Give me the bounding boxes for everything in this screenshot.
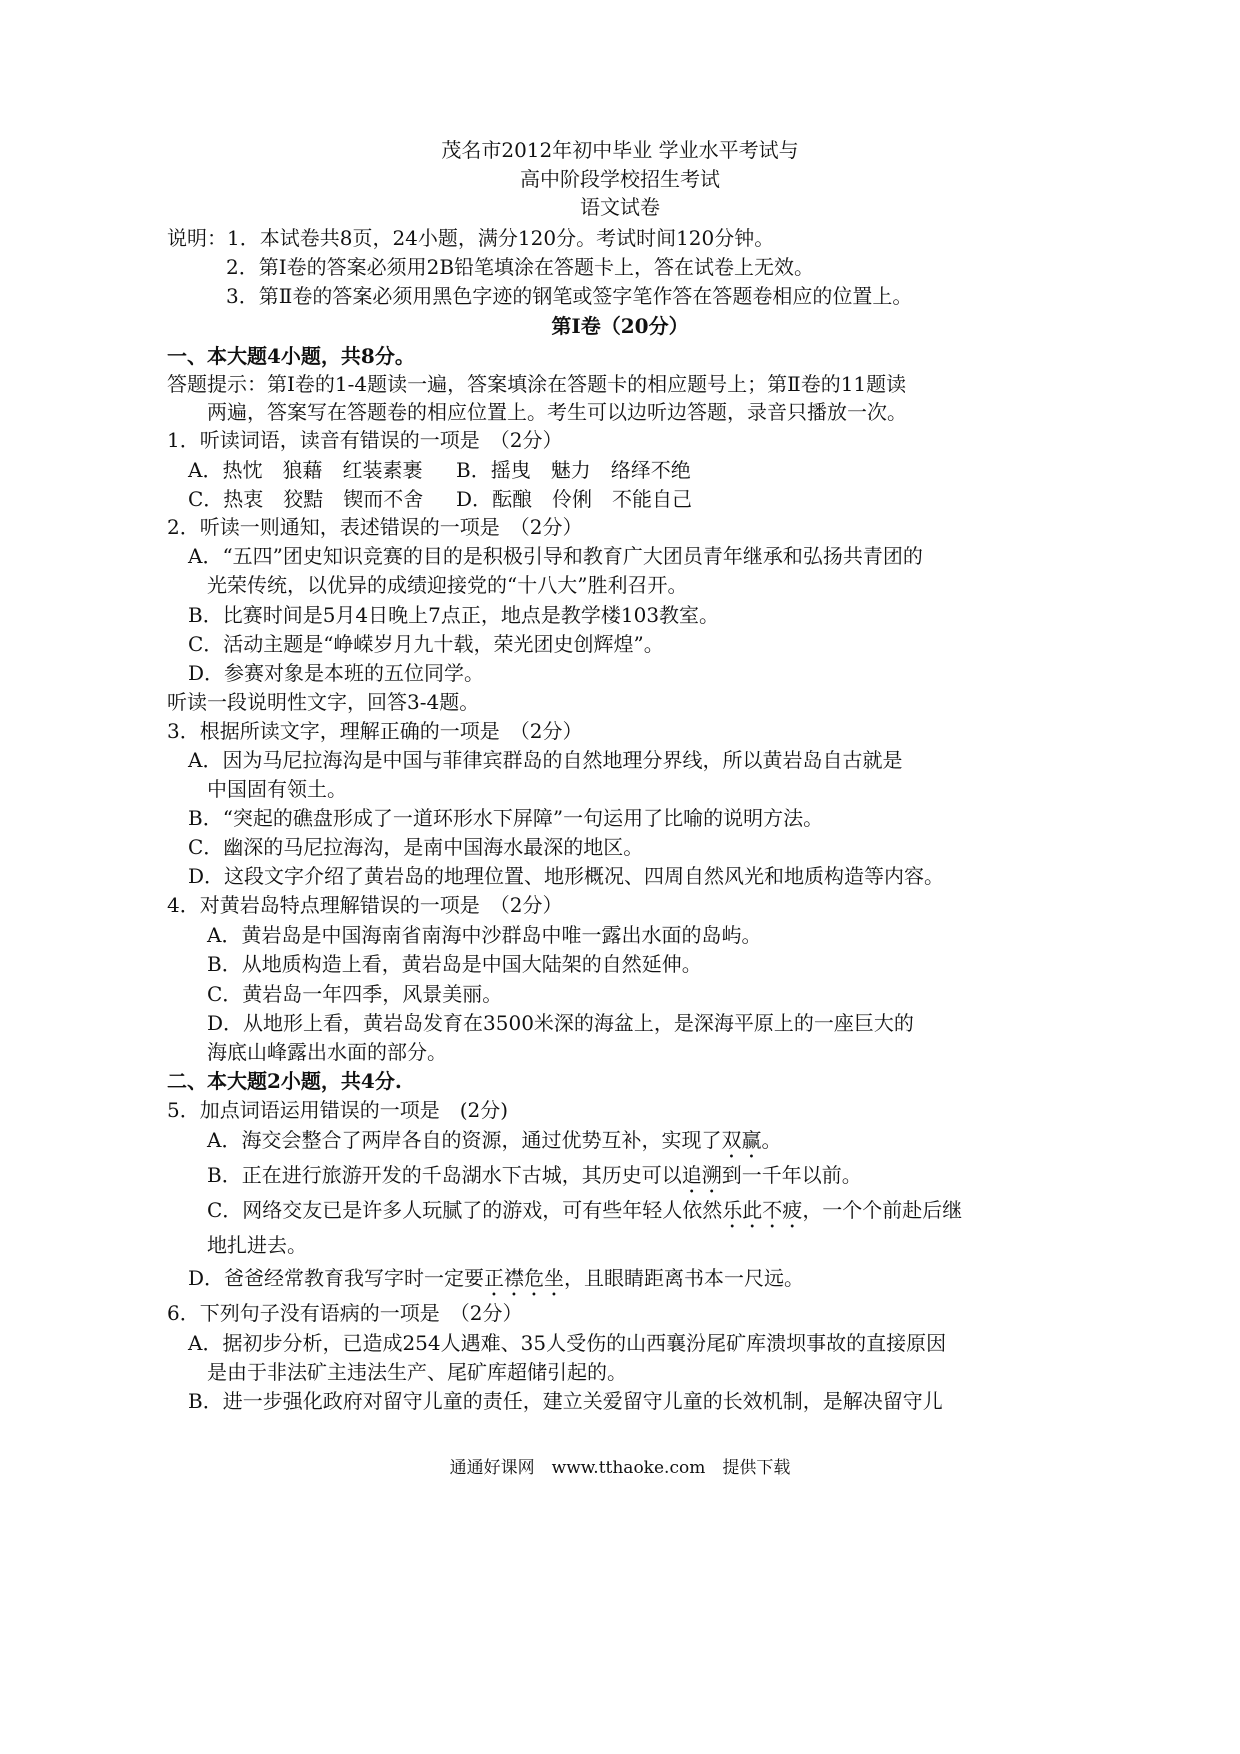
q2-option-a-line1: A．“五四”团史知识竞赛的目的是积极引导和教育广大团员青年继承和弘扬共青团的 [188, 544, 923, 568]
q3-option-c: C．幽深的马尼拉海沟，是南中国海水最深的地区。 [188, 835, 644, 859]
section1-hint-line1: 答题提示：第Ⅰ卷的1-4题读一遍，答案填涂在答题卡的相应题号上；第Ⅱ卷的11题读 [167, 372, 907, 396]
q6-option-a-line1: A．据初步分析，已造成254人遇难、35人受伤的山西襄汾尾矿库溃坝事故的直接原因 [188, 1331, 947, 1355]
q3-option-a-line2: 中国固有领土。 [207, 777, 347, 801]
q1-stem: 1．听读词语，读音有错误的一项是 （2分） [167, 428, 563, 452]
q5-option-c-line1 [207, 1196, 962, 1233]
q5-option-a-dotted-word: 双赢 [721, 1128, 762, 1152]
q6-stem: 6．下列句子没有语病的一项是 （2分） [167, 1301, 523, 1325]
q1-option-c: C．热衷 狡黠 锲而不舍 [188, 487, 424, 511]
instruction-1: 说明：1．本试卷共8页，24小题，满分120分。考试时间120分钟。 [167, 226, 775, 250]
section1-hint-line2: 两遍，答案写在答题卷的相应位置上。考生可以边听边答题，录音只播放一次。 [207, 400, 907, 424]
q2-option-a-line2: 光荣传统，以优异的成绩迎接党的“十八大”胜利召开。 [207, 573, 688, 597]
exam-title-line1: 茂名市2012年初中毕业 学业水平考试与 [441, 138, 799, 162]
exam-title-line3: 语文试卷 [580, 195, 660, 219]
q4-option-d-line1: D．从地形上看，黄岩岛发育在3500米深的海盆上，是深海平原上的一座巨大的 [207, 1011, 914, 1035]
instruction-2: 2．第Ⅰ卷的答案必须用2B铅笔填涂在答题卡上，答在试卷上无效。 [226, 255, 815, 279]
q2-option-d: D．参赛对象是本班的五位同学。 [188, 661, 485, 685]
q5-option-d [188, 1264, 804, 1301]
q3-option-d: D．这段文字介绍了黄岩岛的地理位置、地形概况、四周自然风光和地质构造等内容。 [188, 864, 945, 888]
q3-option-a-line1: A．因为马尼拉海沟是中国与菲律宾群岛的自然地理分界线，所以黄岩岛自古就是 [188, 748, 903, 772]
q3-stem: 3．根据所读文字，理解正确的一项是 （2分） [167, 719, 583, 743]
q5-option-c-line2: 地扎进去。 [207, 1233, 307, 1257]
part1-title: 第Ⅰ卷（20分） [551, 314, 689, 338]
q5-option-a-text: A．海交会整合了两岸各自的资源，通过优势互补，实现了 [207, 1128, 722, 1152]
q6-option-a-line2: 是由于非法矿主违法生产、尾矿库超储引起的。 [207, 1360, 627, 1384]
q4-stem: 4．对黄岩岛特点理解错误的一项是 （2分） [167, 893, 563, 917]
q6-option-b-line1: B．进一步强化政府对留守儿童的责任，建立关爱留守儿童的长效机制，是解决留守儿 [188, 1389, 943, 1413]
q5-option-d-dotted-word: 正襟危坐 [484, 1266, 565, 1290]
q1-option-d: D．酝酿 伶俐 不能自己 [456, 487, 693, 511]
q5-option-c-text: C．网络交友已是许多人玩腻了的游戏，可有些年轻人依然 [207, 1198, 723, 1222]
q4-option-c: C．黄岩岛一年四季，风景美丽。 [207, 982, 503, 1006]
q5-option-a [207, 1126, 781, 1163]
q1-option-b: B．摇曳 魅力 络绎不绝 [456, 458, 691, 482]
q1-option-a: A．热忱 狼藉 红装素裹 [188, 458, 423, 482]
section2-title: 二、本大题2小题，共4分. [167, 1069, 402, 1093]
q2-option-b: B．比赛时间是5月4日晚上7点正，地点是教学楼103教室。 [188, 603, 720, 627]
q2-option-c: C．活动主题是“峥嵘岁月九十载，荣光团史创辉煌”。 [188, 632, 664, 656]
q5-option-d-text: D．爸爸经常教育我写字时一定要 [188, 1266, 485, 1290]
q5-option-b-dotted-word: 追溯 [681, 1163, 722, 1187]
q2-stem: 2．听读一则通知，表述错误的一项是 （2分） [167, 515, 583, 539]
exam-title-line2: 高中阶段学校招生考试 [520, 167, 720, 191]
q4-option-a: A．黄岩岛是中国海南省南海中沙群岛中唯一露出水面的岛屿。 [207, 923, 762, 947]
instruction-3: 3．第Ⅱ卷的答案必须用黑色字迹的钢笔或签字笔作答在答题卷相应的位置上。 [226, 284, 913, 308]
q5-option-a-end: 。 [761, 1128, 782, 1152]
page-footer: 通通好课网 www.tthaoke.com 提供下载 [449, 1458, 791, 1478]
q4-option-d-line2: 海底山峰露出水面的部分。 [207, 1040, 447, 1064]
q5-option-b [207, 1161, 862, 1198]
section1-title: 一、本大题4小题，共8分。 [167, 344, 415, 368]
q5-option-c-dotted-word: 乐此不疲 [722, 1198, 803, 1222]
q5-option-b-text: B．正在进行旅游开发的千岛湖水下古城，其历史可以 [207, 1163, 682, 1187]
q5-option-b-end: 到一千年以前。 [721, 1163, 862, 1187]
q5-option-c-end: ，一个个前赴后继 [802, 1198, 963, 1222]
q4-option-b: B．从地质构造上看，黄岩岛是中国大陆架的自然延伸。 [207, 952, 702, 976]
q3-option-b: B．“突起的礁盘形成了一道环形水下屏障”一句运用了比喻的说明方法。 [188, 806, 824, 830]
q5-stem: 5．加点词语运用错误的一项是 (2分) [167, 1098, 509, 1122]
q5-option-d-end: ，且眼睛距离书本一尺远。 [564, 1266, 805, 1290]
passage-intro: 听读一段说明性文字，回答3-4题。 [167, 690, 480, 714]
